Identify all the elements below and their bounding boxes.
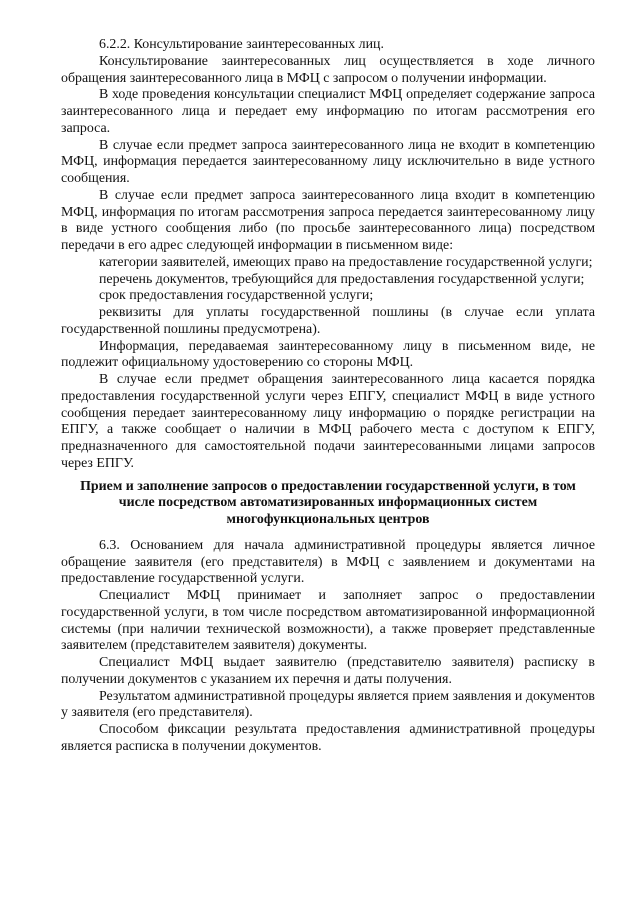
paragraph-consultation-process: В ходе проведения консультации специалист МФЦ определяет содержание запроса заинтересованного лица и передает ему информацию по итогам рассмотрения его запроса.	[61, 87, 595, 136]
section-heading: Прием и заполнение запросов о предоставлении государственной услуги, в том числе посредством автоматизированных информационных систем многофункциональных центров	[80, 478, 576, 527]
paragraph-result: Результатом административной процедуры является прием заявления и документов у заявителя (его представителя).	[61, 688, 595, 721]
list-item-documents-list: перечень документов, требующийся для предоставления государственной услуги;	[99, 271, 585, 287]
paragraph-accept-request: Специалист МФЦ принимает и заполняет запрос о предоставлении государственной услуги, в том числе посредством автоматизированной информационной системы (при наличии технической возможности), а также проверяет представленные заявителем (представителем заявителя) документы.	[61, 588, 595, 654]
paragraph-outside-competence: В случае если предмет запроса заинтересованного лица не входит в компетенцию МФЦ, информация передается заинтересованному лицу исключительно в виде устного сообщения.	[61, 137, 595, 186]
paragraph-consulting: Консультирование заинтересованных лиц осуществляется в ходе личного обращения заинтересованного лица в МФЦ с запросом о получении информации.	[61, 53, 595, 86]
list-item-applicant-categories: категории заявителей, имеющих право на предоставление государственной услуги;	[99, 254, 593, 270]
list-item-fee-details: реквизиты для уплаты государственной пошлины (в случае если уплата государственной пошлины предусмотрена).	[61, 305, 595, 337]
paragraph-receipt: Специалист МФЦ выдает заявителю (представителю заявителя) расписку в получении документов с указанием их перечня и даты получения.	[61, 655, 595, 687]
list-item-service-term: срок предоставления государственной услуги;	[99, 288, 374, 304]
paragraph-epgu: В случае если предмет обращения заинтересованного лица касается порядка предоставления государственной услуги через ЕПГУ, специалист МФЦ в виде устного сообщения передает заинтересованному лицу информацию о порядке регистрации на ЕПГУ, а также сообщает о наличии в МФЦ рабочего места с доступом к ЕПГУ, предназначенного для самостоятельной подачи заинтересованными лицами запросов через ЕПГУ.	[61, 372, 595, 471]
paragraph-fixation: Способом фиксации результата предоставления административной процедуры является расписка в получении документов.	[61, 722, 595, 754]
paragraph-6-3: 6.3. Основанием для начала административной процедуры является личное обращение заявителя (его представителя) в МФЦ с заявлением и документами на предоставление государственной услуги.	[61, 537, 595, 587]
paragraph-6-2-2-title: 6.2.2. Консультирование заинтересованных лиц.	[99, 37, 384, 52]
document-page	[61, 37, 595, 756]
paragraph-within-competence: В случае если предмет запроса заинтересованного лица входит в компетенцию МФЦ, информация по итогам рассмотрения запроса передается заинтересованному лицу в виде устного сообщения либо (по просьбе заинтересованного лица) посредством передачи в его адрес следующей информации в письменном виде:	[61, 187, 595, 253]
paragraph-no-certification: Информация, передаваемая заинтересованному лицу в письменном виде, не подлежит официальному удостоверению со стороны МФЦ.	[61, 338, 595, 371]
